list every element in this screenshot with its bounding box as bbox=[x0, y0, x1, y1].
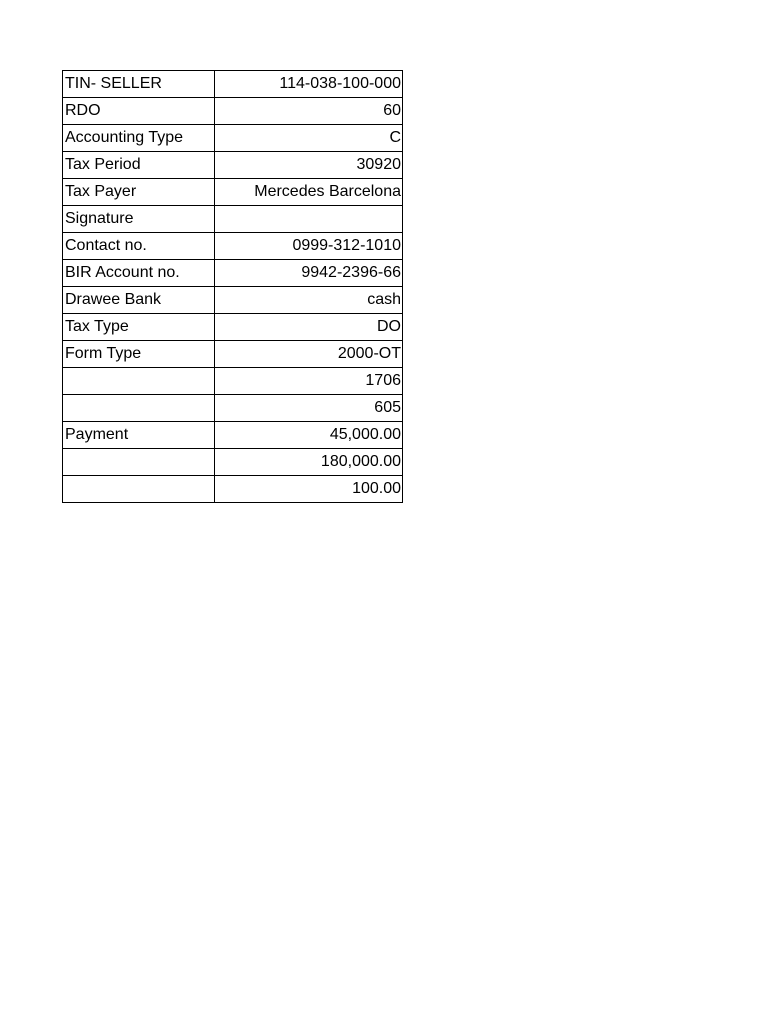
table-row bbox=[63, 368, 403, 395]
row-label: Payment bbox=[63, 422, 215, 449]
table-row bbox=[63, 314, 403, 341]
row-value: Mercedes Barcelona bbox=[215, 179, 403, 206]
table-row bbox=[63, 152, 403, 179]
table-row bbox=[63, 206, 403, 233]
row-value: 2000-OT bbox=[215, 341, 403, 368]
row-label bbox=[63, 368, 215, 395]
row-label: Contact no. bbox=[63, 233, 215, 260]
row-value: 0999-312-1010 bbox=[215, 233, 403, 260]
table-row bbox=[63, 422, 403, 449]
spreadsheet-page bbox=[62, 70, 403, 503]
table-row bbox=[63, 341, 403, 368]
row-value: 1706 bbox=[215, 368, 403, 395]
row-value: C bbox=[215, 125, 403, 152]
row-value: 180,000.00 bbox=[215, 449, 403, 476]
row-value: cash bbox=[215, 287, 403, 314]
table-row bbox=[63, 476, 403, 503]
table-row bbox=[63, 233, 403, 260]
table-row bbox=[63, 449, 403, 476]
row-value: DO bbox=[215, 314, 403, 341]
table-row bbox=[63, 71, 403, 98]
row-value bbox=[215, 206, 403, 233]
row-value: 9942-2396-66 bbox=[215, 260, 403, 287]
table-row bbox=[63, 125, 403, 152]
table-row bbox=[63, 395, 403, 422]
row-label bbox=[63, 476, 215, 503]
row-value: 605 bbox=[215, 395, 403, 422]
row-label: TIN- SELLER bbox=[63, 71, 215, 98]
row-label bbox=[63, 395, 215, 422]
row-label: Form Type bbox=[63, 341, 215, 368]
row-value: 60 bbox=[215, 98, 403, 125]
row-value: 30920 bbox=[215, 152, 403, 179]
row-label: Accounting Type bbox=[63, 125, 215, 152]
row-value: 114-038-100-000 bbox=[215, 71, 403, 98]
table-row bbox=[63, 179, 403, 206]
row-label: RDO bbox=[63, 98, 215, 125]
row-label: Signature bbox=[63, 206, 215, 233]
row-label: Tax Period bbox=[63, 152, 215, 179]
row-label bbox=[63, 449, 215, 476]
row-value: 45,000.00 bbox=[215, 422, 403, 449]
table-row bbox=[63, 98, 403, 125]
row-label: Tax Type bbox=[63, 314, 215, 341]
table-row bbox=[63, 260, 403, 287]
row-value: 100.00 bbox=[215, 476, 403, 503]
row-label: Drawee Bank bbox=[63, 287, 215, 314]
row-label: Tax Payer bbox=[63, 179, 215, 206]
table-row bbox=[63, 287, 403, 314]
row-label: BIR Account no. bbox=[63, 260, 215, 287]
tax-info-table bbox=[62, 70, 403, 503]
